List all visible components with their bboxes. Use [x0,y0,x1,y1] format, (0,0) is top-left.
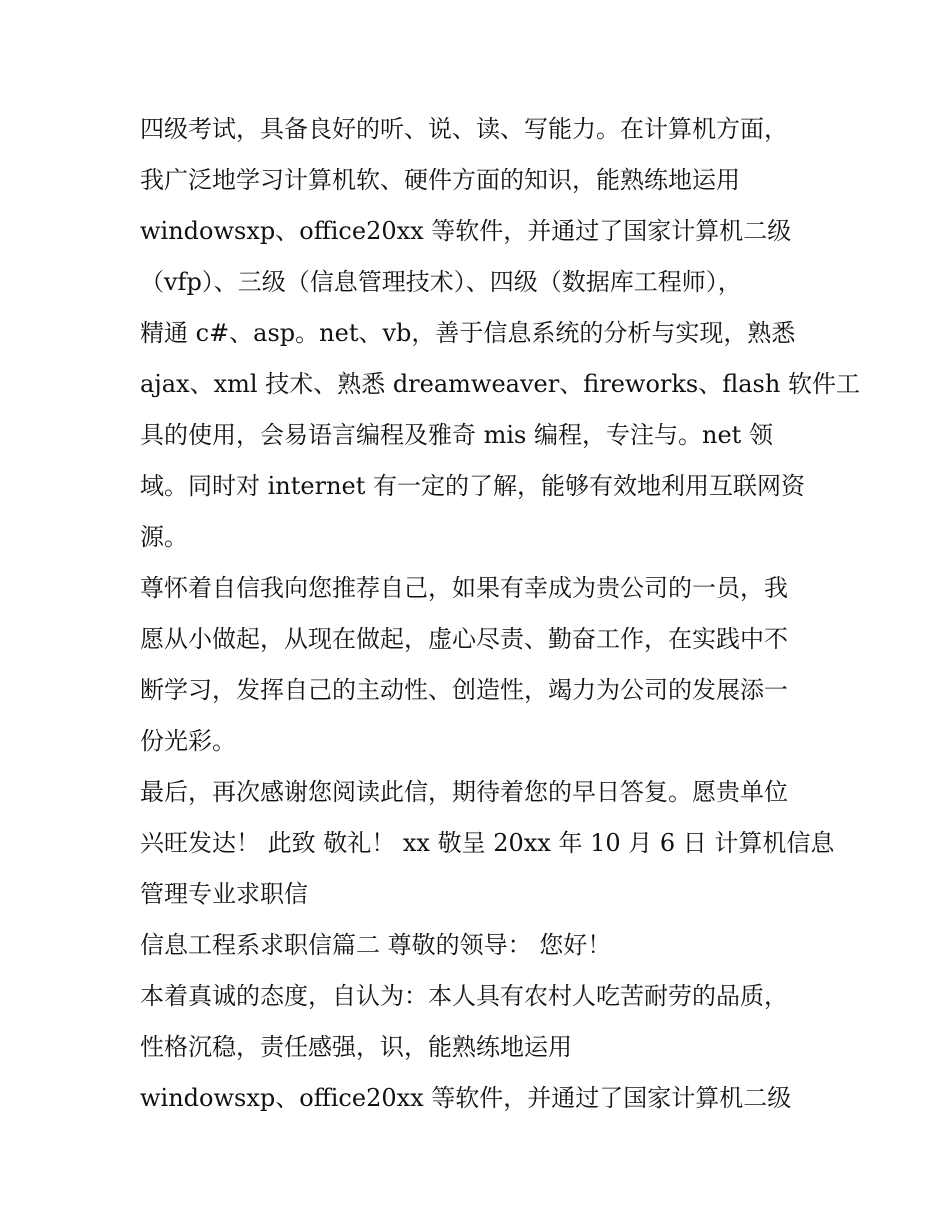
text-line: 断学习，发挥自己的主动性、创造性，竭力为公司的发展添一 [140,676,788,704]
text-line: 性格沉稳，责任感强，识，能熟练地运用 [140,1033,572,1061]
text-line: 尊怀着自信我向您推荐自己，如果有幸成为贵公司的一员，我 [140,574,788,602]
text-line: 精通 c#、asp。net、vb，善于信息系统的分析与实现，熟悉 [140,319,796,347]
text-line: ajax、xml 技术、熟悉 dreamweaver、fireworks、flash 软件工 [140,370,860,398]
text-line: （vfp）、三级（信息管理技术）、四级（数据库工程师）， [140,268,742,296]
text-line: 域。同时对 internet 有一定的了解，能够有效地利用互联网资 [140,472,806,500]
text-line: 兴旺发达！ 此致 敬礼！ xx 敬呈 20xx 年 10 月 6 日 计算机信息 [140,829,835,857]
text-line: 管理专业求职信 [140,880,308,908]
text-line: windowsxp、office20xx 等软件，并通过了国家计算机二级 [140,217,792,245]
text-line: 最后，再次感谢您阅读此信，期待着您的早日答复。愿贵单位 [140,778,788,806]
text-line: 四级考试，具备良好的听、说、读、写能力。在计算机方面， [140,115,788,143]
text-line: windowsxp、office20xx 等软件，并通过了国家计算机二级 [140,1084,792,1112]
text-line: 具的使用，会易语言编程及雅奇 mis 编程，专注与。net 领 [140,421,773,449]
text-line: 本着真诚的态度，自认为：本人具有农村人吃苦耐劳的品质， [140,982,788,1010]
text-line: 信息工程系求职信篇二 尊敬的领导： 您好！ [140,931,612,959]
document-body [140,104,860,1124]
text-line: 源。 [140,523,188,551]
text-line: 我广泛地学习计算机软、硬件方面的知识，能熟练地运用 [140,166,740,194]
text-line: 愿从小做起，从现在做起，虚心尽责、勤奋工作，在实践中不 [140,625,788,653]
text-line: 份光彩。 [140,727,236,755]
